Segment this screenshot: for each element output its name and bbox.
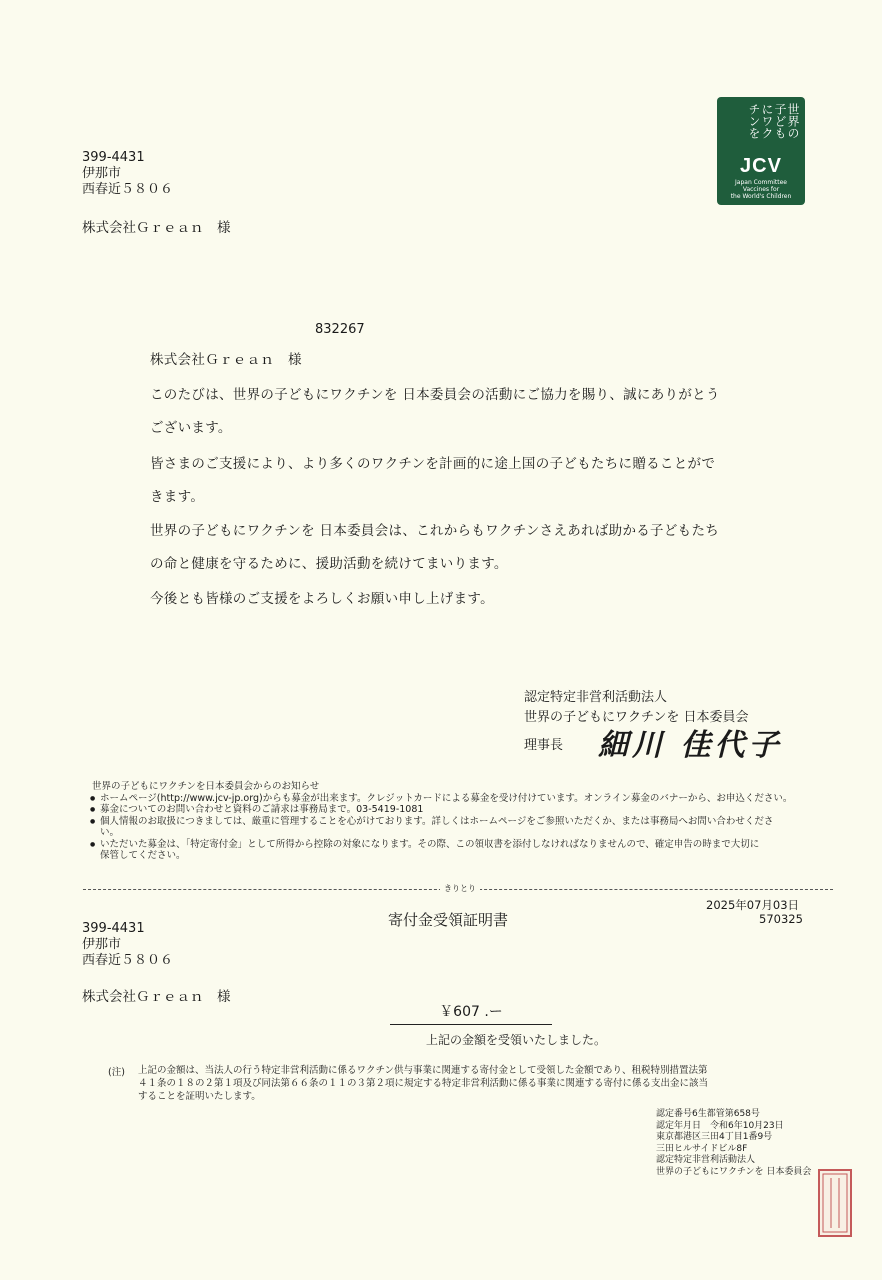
letter-line: ございます。 <box>150 420 232 436</box>
authority-line: 認定年月日 令和6年10月23日 <box>656 1120 784 1131</box>
signatory-org-name: 世界の子どもにワクチンを 日本委員会 <box>524 710 749 725</box>
top-city: 伊那市 <box>82 166 122 181</box>
authority-line: 東京都港区三田4丁目1番9号 <box>656 1132 773 1142</box>
letter-line: 皆さまのご支援により、より多くのワクチンを計画的に途上国の子どもたちに贈ることがで <box>150 456 716 472</box>
receipt-received-text: 上記の金額を受領いたしました。 <box>426 1033 607 1047</box>
receipt-date: 2025年07月03日 <box>706 898 800 912</box>
cut-label: きりとり <box>440 883 480 894</box>
letter-line: 世界の子どもにワクチンを 日本委員会は、これからもワクチンさえあれば助かる子どもたち <box>150 523 720 539</box>
authority-line: 認定番号6生都管第658号 <box>656 1109 760 1119</box>
notices <box>90 781 840 862</box>
letter-line: 今後とも皆様のご支援をよろしくお願い申し上げます。 <box>150 591 494 607</box>
authority-block <box>656 1109 811 1178</box>
note-text: 上記の金額は、当法人の行う特定非営利活動に係るワクチン供与事業に関連する寄付金として受領した金額であり、租税特別措置法第 ４１条の１８の２第１項及び同法第６６条の１１の３第２項に規定する特定非営利活動に係る事業に関連する寄付に係る支出金に該当 することを証明いたします。 <box>138 1065 709 1102</box>
receipt-title: 寄付金受領証明書 <box>388 911 509 929</box>
top-street: 西春近５８０６ <box>82 182 174 197</box>
signatory-title: 理事長 <box>524 738 564 753</box>
logo-vertical-text: 世界の子どもにワクチンを <box>747 103 800 139</box>
notice-item: ● いただいた募金は、「特定寄付金」として所得から控除の対象になります。その際、この領収書を添付しなければなりませんので、確定申告の時まで大切に 保管してください。 <box>90 839 840 862</box>
notice-item: ● 個人情報のお取扱につきましては、厳重に管理することを心がけております。詳しくはホームページをご参照いただくか、または事務局へお問い合わせくださ い。 <box>90 816 840 839</box>
authority-line: 世界の子どもにワクチンを 日本委員会 <box>656 1166 812 1177</box>
notice-item: ● ホームページ(http://www.jcv-jp.org)からも募金が出来ます。クレジットカードによる募金を受け付けています。オンライン募金のバナーから、お申込ください。 <box>90 793 840 805</box>
authority-line: 認定特定非営利活動法人 <box>656 1155 756 1165</box>
logo-brand: JCV <box>740 155 782 177</box>
top-recipient-name: 株式会社Ｇｒｅａｎ 様 <box>82 220 231 236</box>
jcv-logo <box>717 97 805 205</box>
seal-icon <box>821 1172 849 1234</box>
receipt-address <box>82 921 173 969</box>
receipt-number: 570325 <box>759 912 803 926</box>
receipt-recipient-name: 株式会社Ｇｒｅａｎ 様 <box>82 989 231 1005</box>
letter-line: きます。 <box>150 489 205 505</box>
notices-title: 世界の子どもにワクチンを日本委員会からのお知らせ <box>92 781 320 792</box>
top-address <box>82 150 173 198</box>
logo-subtitle: Japan Committee Vaccines for the World's Children <box>730 179 792 200</box>
receipt-city: 伊那市 <box>82 937 122 952</box>
letter-ref-number: 832267 <box>315 322 365 337</box>
receipt-postal: 399-4431 <box>82 921 145 936</box>
signatory-org-type: 認定特定非営利活動法人 <box>524 690 668 705</box>
official-seal <box>818 1169 852 1237</box>
notice-item: ● 募金についてのお問い合わせと資料のご請求は事務局まで。03-5419-1081 <box>90 804 840 816</box>
handwritten-signature: 細川 佳代子 <box>598 728 783 763</box>
letter-salutation: 株式会社Ｇｒｅａｎ 様 <box>150 352 302 368</box>
letter-line: の命と健康を守るために、援助活動を続けてまいります。 <box>150 556 508 572</box>
top-postal: 399-4431 <box>82 150 145 165</box>
authority-line: 三田ヒルサイドビル8F <box>656 1143 748 1154</box>
receipt-street: 西春近５８０６ <box>82 953 174 968</box>
receipt-amount: ￥607 .ー <box>390 1001 552 1025</box>
letter-line: このたびは、世界の子どもにワクチンを 日本委員会の活動にご協力を賜り、誠にありがとう <box>150 387 720 403</box>
note-label: (注) <box>108 1067 125 1078</box>
